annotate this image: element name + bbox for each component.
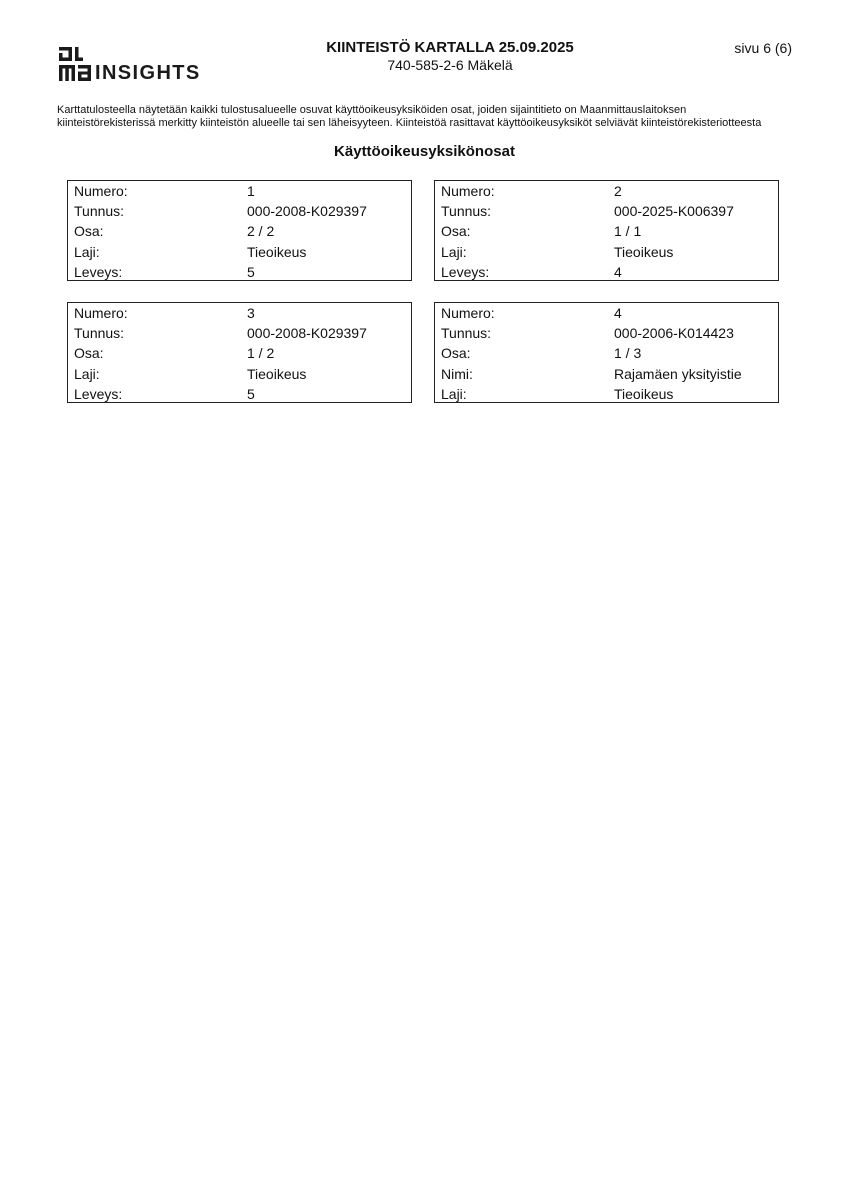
field-value: 1 / 2 [247,345,275,362]
field-label: Numero: [441,305,495,321]
field-label: Numero: [74,305,128,321]
field-label: Tunnus: [441,203,492,220]
document-header [250,39,650,74]
field-value: Tieoikeus [614,385,674,402]
card-row [68,344,411,364]
card-row [435,304,778,324]
card-row [435,344,778,364]
card-row [68,365,411,385]
field-label: Numero: [441,183,495,199]
field-value: 4 [614,263,622,280]
field-label: Osa: [441,223,471,240]
card-row [68,222,411,242]
card-row [68,202,411,222]
field-label: Leveys: [441,263,490,280]
field-label: Numero: [74,183,128,199]
intro-line-1: Karttatulosteella näytetään kaikki tulostusalueelle osuvat käyttöoikeusyksiköiden osat, joiden sijaintitieto on Maanmittauslaitoksen [57,104,687,116]
field-label: Osa: [74,345,104,362]
usage-unit-card-4 [434,302,779,403]
field-value: 1 / 3 [614,345,642,362]
field-value: 2 / 2 [247,223,275,240]
card-row [435,243,778,263]
property-id: 740-585-2-6 Mäkelä [387,57,513,73]
card-row [68,385,411,405]
alma-insights-logo [58,46,208,82]
card-row [435,182,778,202]
intro-line-2: kiinteistörekisterissä merkitty kiinteistön alueelle tai sen läheisyyteen. Kiinteistöä rasittavat käyttöoikeusyksiköt selviävät kiinteistörekisteriotteesta [57,117,762,129]
usage-unit-card-2 [434,180,779,281]
field-label: Osa: [441,345,471,362]
field-label: Nimi: [441,365,473,382]
field-label: Laji: [441,385,467,402]
card-row [435,263,778,283]
field-label: Laji: [441,243,467,260]
field-label: Tunnus: [441,325,492,342]
card-row [435,324,778,344]
usage-unit-card-1 [67,180,412,281]
field-label: Laji: [74,365,100,382]
card-row [435,222,778,242]
document-title: KIINTEISTÖ KARTALLA 25.09.2025 [326,39,574,56]
field-value: Tieoikeus [614,243,674,260]
field-value: Tieoikeus [247,365,307,382]
section-title: Käyttöoikeusyksikönosat [334,143,515,160]
card-row [435,385,778,405]
field-label: Tunnus: [74,325,125,342]
field-label: Tunnus: [74,203,125,220]
card-row [68,324,411,344]
logo-wordmark: INSIGHTS [95,62,201,84]
card-row [68,182,411,202]
card-row [68,304,411,324]
field-value: 2 [614,183,622,199]
field-value: 000-2025-K006397 [614,203,734,220]
field-value: 000-2008-K029397 [247,203,367,220]
usage-unit-card-3 [67,302,412,403]
page-number: sivu 6 (6) [734,40,792,56]
field-value: 1 [247,183,255,199]
field-value: 4 [614,305,622,321]
card-row [68,243,411,263]
intro-text [57,104,797,130]
field-label: Laji: [74,243,100,260]
field-value: 5 [247,385,255,402]
alma-logo-mark-icon [58,46,94,82]
field-value: 000-2008-K029397 [247,325,367,342]
field-label: Osa: [74,223,104,240]
card-row [68,263,411,283]
card-row [435,202,778,222]
field-value: 1 / 1 [614,223,642,240]
field-label: Leveys: [74,385,123,402]
field-value: 000-2006-K014423 [614,325,734,342]
field-value: 5 [247,263,255,280]
field-label: Leveys: [74,263,123,280]
field-value: 3 [247,305,255,321]
field-value: Rajamäen yksityistie [614,365,742,382]
field-value: Tieoikeus [247,243,307,260]
card-row [435,365,778,385]
